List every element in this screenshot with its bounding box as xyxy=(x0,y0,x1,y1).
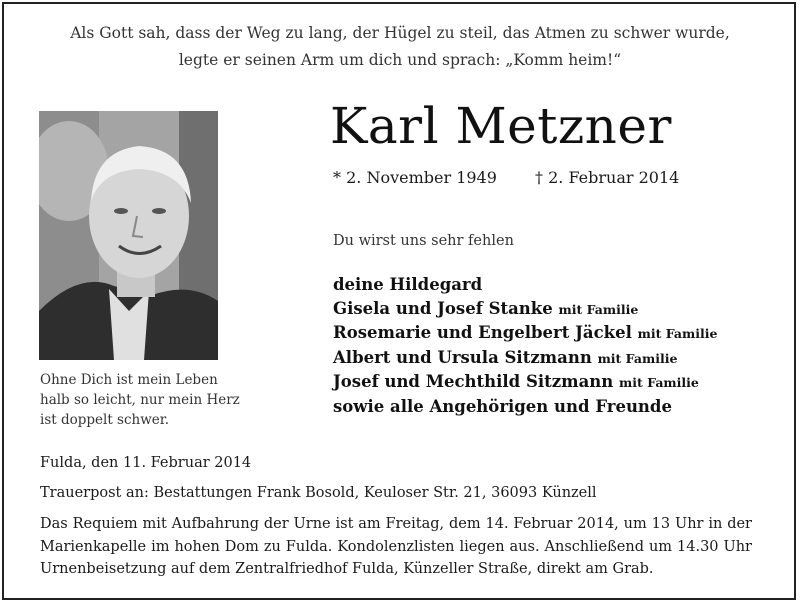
quote-line: halb so leicht, nur mein Herz xyxy=(40,392,240,408)
motto-line: legte er seinen Arm um dich und sprach: „Komm heim!“ xyxy=(178,51,622,69)
motto xyxy=(60,20,740,74)
mourner-names: sowie alle Angehörigen und Freunde xyxy=(333,396,672,416)
requiem-info xyxy=(40,513,752,581)
mourner-suffix: mit Familie xyxy=(597,350,678,366)
place-date: Fulda, den 11. Februar 2014 xyxy=(40,455,252,471)
mourner-names: Rosemarie und Engelbert Jäckel xyxy=(333,323,632,342)
mourner-entry xyxy=(333,297,717,322)
mourner-entry xyxy=(333,321,717,346)
mourner-suffix: mit Familie xyxy=(619,375,699,390)
death-date: † 2. Februar 2014 xyxy=(535,168,680,187)
mourner-entry xyxy=(333,370,717,395)
trauerpost-address: Trauerpost an: Bestattungen Frank Bosold, Keuloser Str. 21, 36093 Künzell xyxy=(40,485,597,501)
deceased-name: Karl Metzner xyxy=(330,97,672,155)
mourner-suffix: mit Familie xyxy=(558,301,639,317)
requiem-line: Marienkapelle im hohen Dom zu Fulda. Kondolenzlisten liegen aus. Anschließend um 14.30 Uhr xyxy=(40,538,752,555)
quote-line: Ohne Dich ist mein Leben xyxy=(40,372,218,388)
mourners-list xyxy=(333,273,717,418)
mourner-entry xyxy=(333,273,717,297)
mourner-names: deine Hildegard xyxy=(333,275,483,294)
miss-text: Du wirst uns sehr fehlen xyxy=(333,233,514,249)
birth-date: * 2. November 1949 xyxy=(333,168,497,187)
quote-line: ist doppelt schwer. xyxy=(40,412,170,428)
motto-line: Als Gott sah, dass der Weg zu lang, der Hügel zu steil, das Atmen zu schwer wurde, xyxy=(70,24,730,42)
mourner-names: Albert und Ursula Sitzmann xyxy=(333,347,592,367)
mourner-names: Josef und Mechthild Sitzmann xyxy=(333,372,614,391)
requiem-line: Urnenbeisetzung auf dem Zentralfriedhof Fulda, Künzeller Straße, direkt am Grab. xyxy=(40,561,654,577)
mourner-entry xyxy=(333,346,717,371)
mourner-names: Gisela und Josef Stanke xyxy=(333,298,553,318)
mourner-entry xyxy=(333,395,717,419)
portrait-photo xyxy=(39,111,218,360)
photo-quote xyxy=(40,370,240,430)
requiem-line: Das Requiem mit Aufbahrung der Urne ist am Freitag, dem 14. Februar 2014, um 13 Uhr in der xyxy=(40,516,752,532)
mourner-suffix: mit Familie xyxy=(637,326,718,341)
